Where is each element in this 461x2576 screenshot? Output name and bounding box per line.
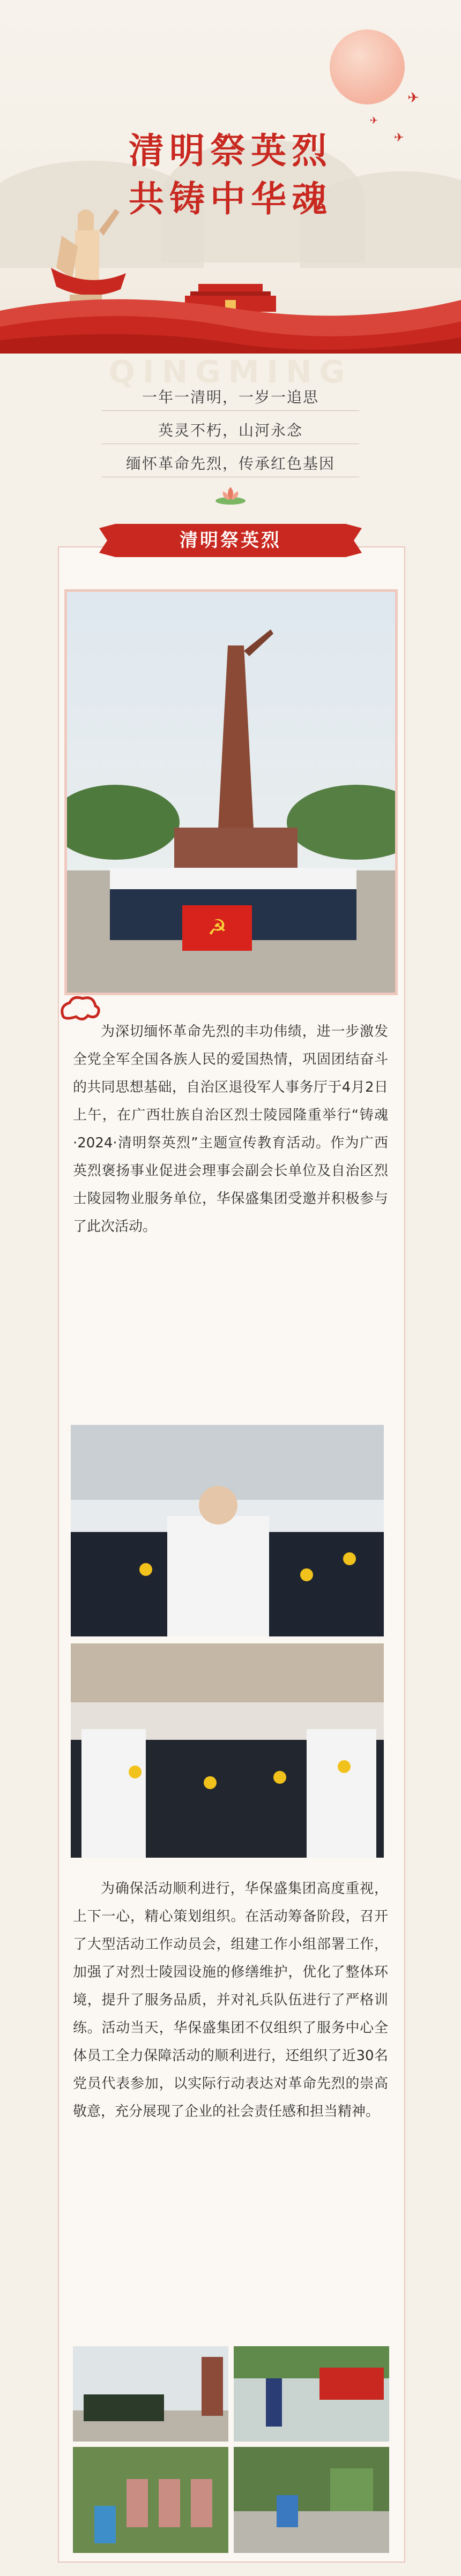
grid-photo-image: [73, 2346, 228, 2442]
grid-photo-cleaning: [234, 2346, 389, 2442]
group-photo: [64, 589, 398, 995]
svg-text:☭: ☭: [207, 915, 227, 940]
grid-photo-maintenance: [234, 2447, 389, 2553]
intro-line: 缅怀革命先烈，传承红色基因: [125, 455, 335, 472]
flowers-photo-image: [71, 1425, 384, 1636]
article-paragraph: 为确保活动顺利进行，华保盛集团高度重视，上下一心，精心策划组织。在活动筹备阶段，召开了大型活动工作动员会，组建工作小组部署工作，加强了对烈士陵园设施的修缮维护，优化了整体环境，提升了服务品质，并对礼兵队伍进行了严格训练。活动当天，华保盛集团不仅组织了服务中心全体员工全力保障活动的顺利进行，还组织了近30名党员代表参加，以实际行动表达对革命先烈的崇高敬意，充分展现了企业的社会责任感和担当精神。: [73, 1881, 388, 2120]
page-title-line2: 共铸中华魂: [129, 178, 332, 220]
watermark-text: QINGMING: [108, 354, 353, 390]
flowers-photo-1: [71, 1425, 384, 1636]
page-title-line1: 清明祭英烈: [129, 130, 332, 171]
sun-decoration: [330, 29, 405, 104]
grid-photo-image: [73, 2447, 228, 2553]
flowers-photo-2: [71, 1643, 384, 1858]
divider: [102, 410, 359, 411]
bird-icon: ✈: [394, 131, 404, 145]
section-banner-label: 清明祭英烈: [180, 530, 281, 551]
bird-icon: ✈: [370, 115, 378, 126]
red-wave-band: [0, 289, 461, 354]
group-photo-image: [67, 592, 395, 993]
article-paragraph: 为深切缅怀革命先烈的丰功伟绩，进一步激发全党全军全国各族人民的爱国热情，巩固团结奋斗的共同思想基础，自治区退役军人事务厅于4月2日上午，在广西壮族自治区烈士陵园隆重举行“铸魂·2024·清明祭英烈”主题宣传教育活动。作为广西英烈褒扬事业促进会理事会副会长单位及自治区烈士陵园物业服务单位，华保盛集团受邀并积极参与了此次活动。: [73, 1024, 388, 1235]
grid-photo-honor-guard: [73, 2346, 228, 2442]
intro-line: 一年一清明，一岁一追思: [142, 388, 319, 406]
bird-icon: ✈: [407, 90, 419, 106]
grid-photo-image: [234, 2447, 389, 2553]
hero-header: [0, 0, 461, 354]
intro-line: 英灵不朽，山河永念: [158, 422, 303, 439]
grid-photo-graves: [73, 2447, 228, 2553]
grid-photo-image: [234, 2346, 389, 2442]
lotus-icon: [213, 485, 248, 505]
flowers-photo-image: [71, 1643, 384, 1858]
